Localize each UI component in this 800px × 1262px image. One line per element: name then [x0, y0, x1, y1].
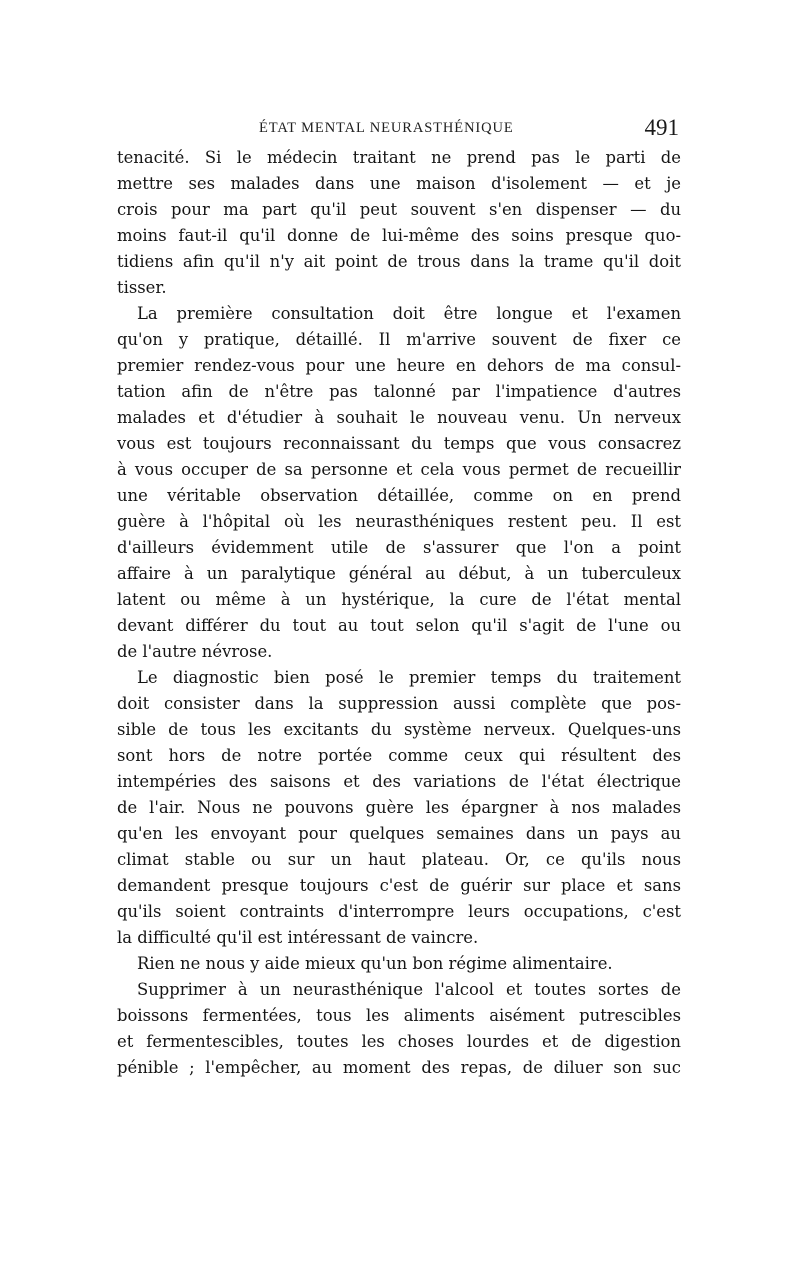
- text-line: intempéries des saisons et des variations de l'état électrique: [117, 772, 681, 791]
- text-line: de l'autre névrose.: [117, 642, 273, 661]
- text-line: boissons fermentées, tous les aliments aisément putrescibles: [117, 1006, 681, 1025]
- page-number: 491: [644, 115, 679, 140]
- text-line: sible de tous les excitants du système nerveux. Quelques-uns: [117, 720, 681, 739]
- text-line: une véritable observation détaillée, comme on en prend: [117, 486, 681, 505]
- text-line: Le diagnostic bien posé le premier temps du traitement: [137, 668, 681, 687]
- text-line: pénible ; l'empêcher, au moment des repas, de diluer son suc: [117, 1058, 681, 1077]
- text-line: premier rendez-vous pour une heure en dehors de ma consul-: [117, 356, 681, 375]
- text-line: guère à l'hôpital où les neurasthéniques restent peu. Il est: [117, 512, 681, 531]
- text-line: à vous occuper de sa personne et cela vous permet de recueillir: [117, 460, 681, 479]
- text-line: d'ailleurs évidemment utile de s'assurer que l'on a point: [117, 538, 681, 557]
- text-line: affaire à un paralytique général au début, à un tuberculeux: [117, 564, 681, 583]
- text-line: doit consister dans la suppression aussi complète que pos-: [117, 694, 681, 713]
- text-line: vous est toujours reconnaissant du temps que vous consacrez: [117, 434, 681, 453]
- text-line: et fermentescibles, toutes les choses lourdes et de digestion: [117, 1032, 681, 1051]
- text-line: qu'on y pratique, détaillé. Il m'arrive souvent de fixer ce: [117, 330, 681, 349]
- text-line: tisser.: [117, 278, 167, 297]
- text-line: Rien ne nous y aide mieux qu'un bon régime alimentaire.: [137, 954, 613, 973]
- text-line: devant différer du tout au tout selon qu'il s'agit de l'une ou: [117, 616, 681, 635]
- running-title: ÉTAT MENTAL NEURASTHÉNIQUE: [259, 120, 514, 136]
- text-line: sont hors de notre portée comme ceux qui résultent des: [117, 746, 681, 765]
- text-line: qu'en les envoyant pour quelques semaines dans un pays au: [117, 824, 681, 843]
- text-line: de l'air. Nous ne pouvons guère les épargner à nos malades: [117, 798, 681, 817]
- running-head: [117, 115, 683, 145]
- text-line: La première consultation doit être longue et l'examen: [137, 304, 681, 323]
- text-line: demandent presque toujours c'est de guérir sur place et sans: [117, 876, 681, 895]
- body-text: [117, 145, 681, 1081]
- text-line: tation afin de n'être pas talonné par l'impatience d'autres: [117, 382, 681, 401]
- text-line: moins faut-il qu'il donne de lui-même des soins presque quo-: [117, 226, 681, 245]
- text-line: latent ou même à un hystérique, la cure de l'état mental: [117, 590, 681, 609]
- text-line: climat stable ou sur un haut plateau. Or, ce qu'ils nous: [117, 850, 681, 869]
- text-line: qu'ils soient contraints d'interrompre leurs occupations, c'est: [117, 902, 681, 921]
- text-line: malades et d'étudier à souhait le nouveau venu. Un nerveux: [117, 408, 681, 427]
- text-line: tenacité. Si le médecin traitant ne prend pas le parti de: [117, 148, 681, 167]
- text-line: Supprimer à un neurasthénique l'alcool et toutes sortes de: [137, 980, 681, 999]
- text-line: crois pour ma part qu'il peut souvent s'en dispenser — du: [117, 200, 681, 219]
- text-line: mettre ses malades dans une maison d'isolement — et je: [117, 174, 681, 193]
- text-line: tidiens afin qu'il n'y ait point de trous dans la trame qu'il doit: [117, 252, 681, 271]
- text-line: la difficulté qu'il est intéressant de vaincre.: [117, 928, 479, 947]
